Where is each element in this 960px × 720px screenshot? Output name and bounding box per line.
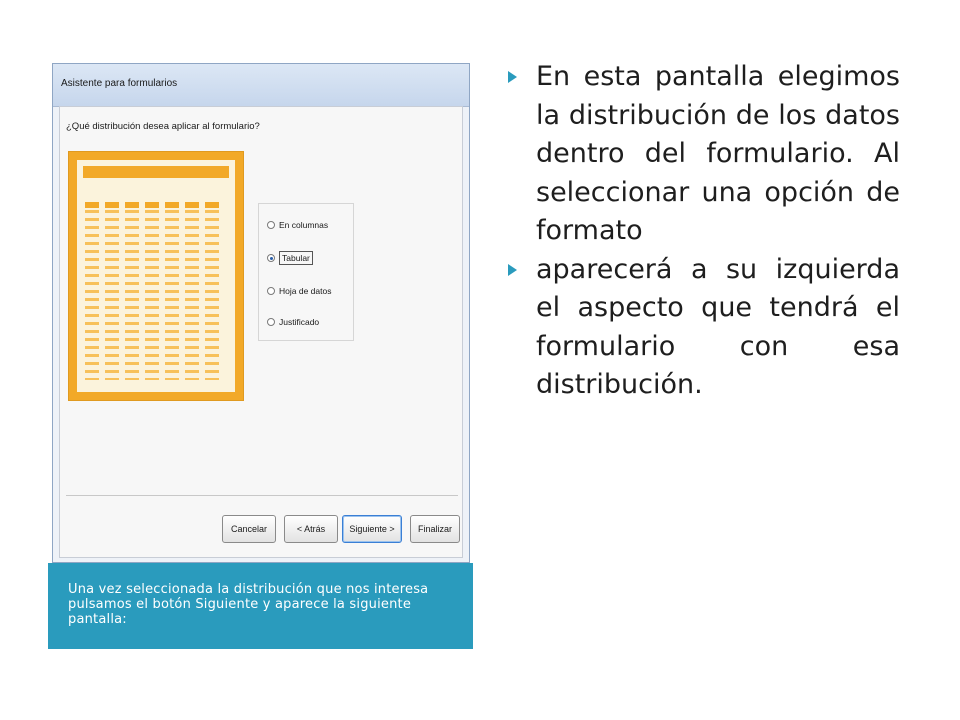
option-tabular[interactable] bbox=[267, 251, 313, 265]
preview-column bbox=[205, 210, 219, 380]
triangle-bullet-icon bbox=[508, 71, 517, 83]
preview-column bbox=[145, 210, 159, 380]
radio-justificado[interactable] bbox=[267, 318, 275, 326]
preview-column bbox=[85, 210, 99, 380]
back-button[interactable]: < Atrás bbox=[284, 515, 338, 543]
option-label: Justificado bbox=[279, 317, 320, 327]
preview-column-header bbox=[105, 202, 119, 208]
option-justificado[interactable] bbox=[267, 317, 319, 327]
radio-en-columnas[interactable] bbox=[267, 221, 275, 229]
triangle-bullet-icon bbox=[508, 264, 517, 276]
preview-column bbox=[125, 210, 139, 380]
option-hoja-de-datos[interactable] bbox=[267, 286, 331, 296]
dialog-titlebar bbox=[53, 64, 469, 107]
bullet-list bbox=[508, 58, 900, 405]
option-label: En columnas bbox=[279, 220, 329, 230]
preview-column bbox=[165, 210, 179, 380]
preview-column-header bbox=[85, 202, 99, 208]
option-label: Hoja de datos bbox=[279, 286, 332, 296]
bullet-text: En esta pantalla elegimos la distribución de los datos dentro del formulario. Al seleccionar una opción de formato bbox=[536, 61, 900, 246]
preview-column-header bbox=[185, 202, 199, 208]
option-en-columnas[interactable] bbox=[267, 220, 328, 230]
preview-column-header bbox=[165, 202, 179, 208]
layout-options-group bbox=[258, 203, 354, 341]
finish-button[interactable]: Finalizar bbox=[410, 515, 460, 543]
bullet-text: aparecerá a su izquierda el aspecto que tendrá el formulario con esa distribución. bbox=[536, 253, 900, 400]
preview-column-header bbox=[145, 202, 159, 208]
preview-column-header bbox=[125, 202, 139, 208]
next-button[interactable]: Siguiente > bbox=[342, 515, 402, 543]
layout-preview-form bbox=[77, 160, 235, 392]
cancel-button[interactable]: Cancelar bbox=[222, 515, 276, 543]
preview-column bbox=[105, 210, 119, 380]
dialog-content bbox=[59, 106, 463, 558]
button-separator bbox=[66, 495, 458, 496]
preview-column bbox=[185, 210, 199, 380]
bullet-item bbox=[508, 251, 900, 405]
preview-header-bar bbox=[83, 166, 229, 178]
caption-box bbox=[48, 563, 473, 649]
preview-column-header bbox=[205, 202, 219, 208]
option-label: Tabular bbox=[279, 251, 313, 265]
bullet-item bbox=[508, 58, 900, 251]
dialog-title: Asistente para formularios bbox=[61, 78, 178, 89]
caption-text: Una vez seleccionada la distribución que nos interesa pulsamos el botón Siguiente y aparece la siguiente pantalla: bbox=[68, 582, 429, 627]
layout-preview bbox=[68, 151, 244, 401]
dialog-question: ¿Qué distribución desea aplicar al formulario? bbox=[66, 121, 260, 132]
form-wizard-dialog bbox=[52, 63, 470, 563]
radio-hoja-de-datos[interactable] bbox=[267, 287, 275, 295]
radio-tabular[interactable] bbox=[267, 254, 275, 262]
